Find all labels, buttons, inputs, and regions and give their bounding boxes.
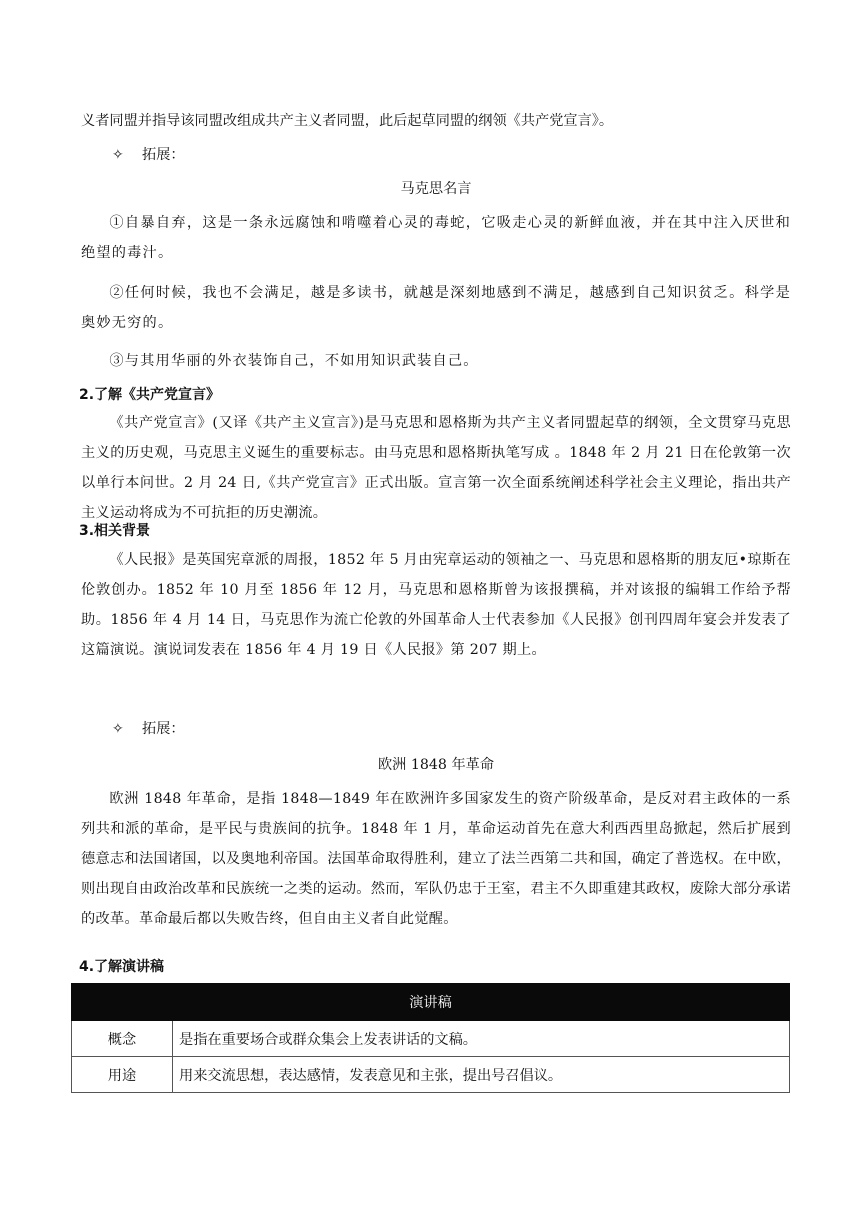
quote-item: ②任何时候，我也不会满足，越是多读书，就越是深刻地感到不满足，越感到自己知识贫乏。科学是奥妙无穷的。 bbox=[81, 285, 791, 331]
table-key: 概念 bbox=[72, 1021, 173, 1057]
revolution-body: 欧洲 1848 年革命，是指 1848—1849 年在欧洲许多国家发生的资产阶级革命，是反对君主政体的一系列共和派的革命，是平民与贵族间的抗争。1848 年 1 月，革命运动首先在意大利西西里岛掀起，然后扩展到德意志和法国诸国，以及奥地利帝国。法国革命取得胜利，建立了法兰西第二共和国，确定了普选权。在中欧，则出现自由政治改革和民族统一之类的运动。然而，军队仍忠于王室，君主不久即重建其政权，废除大部分承诺的改革。革命最后都以失败告终，但自由主义者自此觉醒。 bbox=[81, 791, 791, 927]
quote-item: ①自暴自弃，这是一条永远腐蚀和啃噬着心灵的毒蛇，它吸走心灵的新鲜血液，并在其中注入厌世和绝望的毒汁。 bbox=[81, 215, 791, 261]
section-heading: 4.了解演讲稿 bbox=[79, 959, 165, 975]
quote-item: ③与其用华丽的外衣装饰自己，不如用知识武装自己。 bbox=[109, 353, 479, 369]
diamond-star-icon: ✧ bbox=[112, 147, 124, 163]
table-key: 用途 bbox=[72, 1057, 173, 1093]
speech-table bbox=[71, 983, 790, 1093]
extension-label: 拓展： bbox=[142, 721, 185, 737]
extension-marker bbox=[112, 714, 185, 744]
quotes-title: 马克思名言 bbox=[400, 181, 472, 197]
section-heading: 3.相关背景 bbox=[79, 523, 151, 539]
section-heading: 2.了解《共产党宣言》 bbox=[79, 387, 221, 403]
table-value: 用来交流思想，表达感情，发表意见和主张，提出号召倡议。 bbox=[173, 1057, 790, 1093]
table-row bbox=[72, 1021, 790, 1057]
section-body: 《共产党宣言》(又译《共产主义宣言》)是马克思和恩格斯为共产主义者同盟起草的纲领，全文贯穿马克思主义的历史观，马克思主义诞生的重要标志。由马克思和恩格斯执笔写成 。1848 年 2 月 21 日在伦敦第一次以单行本问世。2 月 24 日,《共产党宣言》正式出版。宣言第一次全面系统阐述科学社会主义理论，指出共产主义运动将成为不可抗拒的历史潮流。 bbox=[81, 415, 791, 521]
revolution-title: 欧洲 1848 年革命 bbox=[377, 757, 495, 773]
continued-line: 义者同盟并指导该同盟改组成共产主义者同盟，此后起草同盟的纲领《共产党宣言》。 bbox=[81, 113, 614, 129]
extension-marker bbox=[112, 140, 185, 170]
table-value: 是指在重要场合或群众集会上发表讲话的文稿。 bbox=[173, 1021, 790, 1057]
section-body: 《人民报》是英国宪章派的周报，1852 年 5 月由宪章运动的领袖之一、马克思和恩格斯的朋友厄•琼斯在伦敦创办。1852 年 10 月至 1856 年 12 月，马克思和恩格斯曾为该报撰稿，并对该报的编辑工作给予帮助。1856 年 4 月 14 日，马克思作为流亡伦敦的外国革命人士代表参加《人民报》创刊四周年宴会并发表了这篇演说。演说词发表在 1856 年 4 月 19 日《人民报》第 207 期上。 bbox=[81, 552, 791, 658]
diamond-star-icon: ✧ bbox=[112, 721, 124, 737]
table-row bbox=[72, 1057, 790, 1093]
extension-label: 拓展： bbox=[142, 147, 185, 163]
table-header: 演讲稿 bbox=[72, 984, 790, 1021]
table-header-row bbox=[72, 984, 790, 1021]
